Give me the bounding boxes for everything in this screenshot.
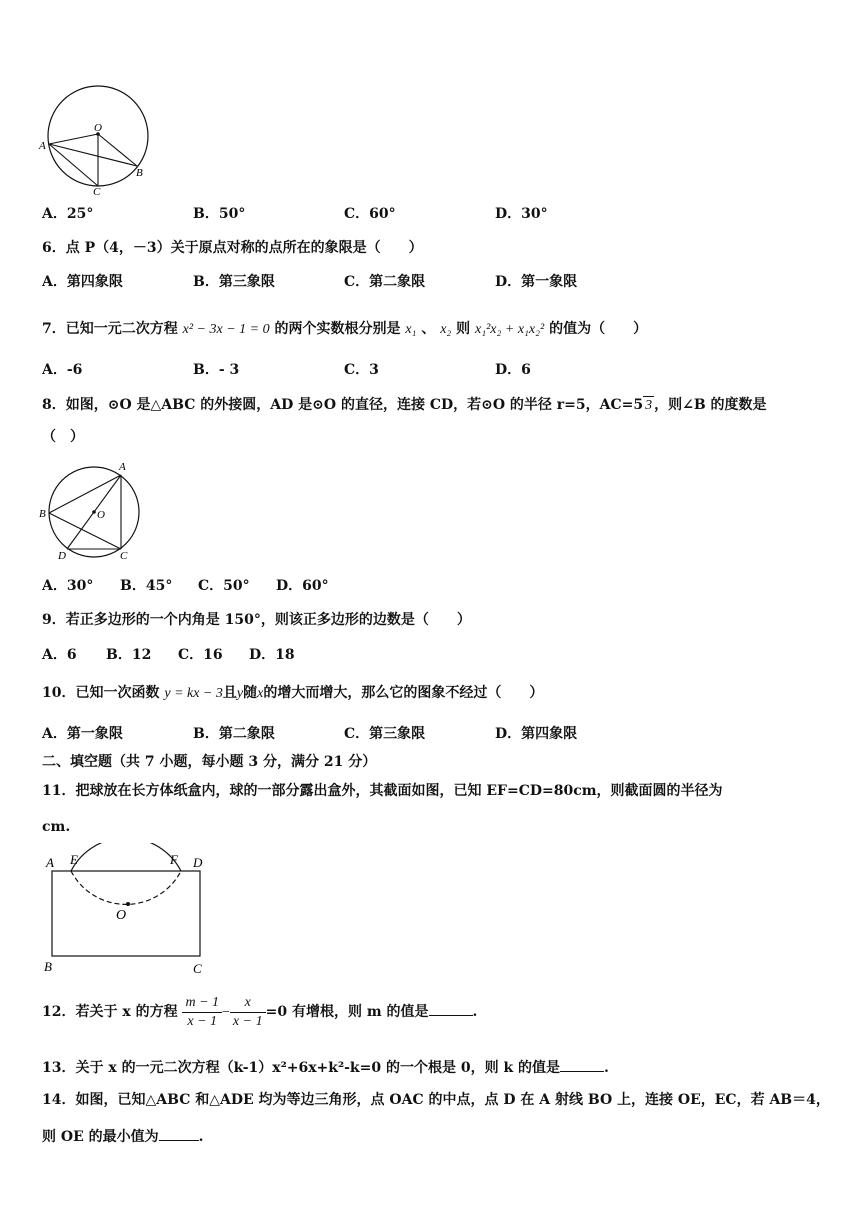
center-dot: [92, 510, 96, 514]
q11-text-line1: 11．把球放在长方体纸盒内，球的一部分露出盒外，其截面如图，已知 EF=CD=80cm，则截面圆的半径为: [42, 783, 723, 799]
q12-suffix: =0 有增根，则 m 的值是: [265, 1004, 429, 1020]
q12-text: [42, 992, 477, 1032]
q9-option-a: A．6: [42, 647, 77, 663]
q7-middle: 的两个实数根分别是: [274, 321, 401, 337]
q6-option-c: C．第二象限: [344, 274, 426, 290]
q12-frac1-denominator: x − 1: [187, 1013, 218, 1029]
label-c: C: [193, 961, 202, 976]
q7-root1: x₁: [405, 322, 417, 337]
q5-option-c: C．60°: [344, 206, 396, 222]
q13-text: [42, 1057, 609, 1077]
q7-expression: x₁²x₂ + x₁x₂²: [475, 322, 545, 337]
q10-suffix: 的增大而增大，那么它的图象不经过（ ）: [263, 685, 544, 701]
q8-option-a: A．30°: [42, 578, 94, 594]
q7-text: [42, 320, 647, 339]
label-a: A: [119, 461, 126, 473]
label-d: D: [193, 855, 203, 870]
q14-text-line1: 14．如图，已知△ABC 和△ADE 均为等边三角形，点 OAC 的中点，点 D 在 A 射线 BO 上，连接 OE，EC，若 AB＝4，: [42, 1092, 830, 1108]
q8-line1-a: 8．如图，⊙O 是△ABC 的外接圆，AD 是⊙O 的直径，连接 CD，若⊙O 的半径 r=5，AC=5: [42, 397, 644, 413]
q8-option-b: B．45°: [120, 578, 173, 594]
q14-answer-blank[interactable]: [159, 1126, 199, 1141]
q10-func: y = kx − 3: [164, 686, 223, 701]
section-fill-blank-heading: 二、填空题（共 7 小题，每小题 3 分，满分 21 分）: [42, 754, 377, 770]
q6-option-a: A．第四象限: [42, 274, 123, 290]
q14-end: .: [198, 1129, 204, 1145]
q10-option-c: C．第三象限: [344, 726, 426, 742]
q10-option-d: D．第四象限: [495, 726, 578, 742]
label-c: C: [120, 550, 128, 562]
label-f: F: [170, 852, 178, 867]
q5-circle-figure: [36, 82, 156, 198]
q7-suffix: 的值为（ ）: [549, 321, 648, 337]
label-a: A: [46, 855, 54, 870]
q10-option-a: A．第一象限: [42, 726, 123, 742]
q10-x: x: [257, 686, 264, 701]
q7-option-b: B．- 3: [193, 362, 240, 378]
q9-text: 9．若正多边形的一个内角是 150°，则该正多边形的边数是（ ）: [42, 612, 471, 628]
q10-with: 随: [243, 685, 258, 701]
q6-text: 6．点 P（4，－3）关于原点对称的点所在的象限是（ ）: [42, 240, 423, 256]
segment-bc: [49, 513, 121, 549]
q7-option-c: C．3: [344, 362, 379, 378]
q8-option-d: D．60°: [276, 578, 329, 594]
label-b: B: [39, 508, 46, 520]
q6-option-d: D．第一象限: [495, 274, 578, 290]
label-a: A: [39, 140, 46, 152]
q9-option-d: D．18: [249, 647, 295, 663]
q10-text: [42, 684, 543, 703]
q7-prefix: 7．已知一元二次方程: [42, 321, 178, 337]
q12-fraction-2: [230, 994, 266, 1031]
q6-option-b: B．第三象限: [193, 274, 275, 290]
q12-prefix: 12．若关于 x 的方程: [42, 1004, 178, 1020]
ball-arc-inside: [71, 871, 181, 904]
q12-frac2-denominator: x − 1: [232, 1013, 263, 1029]
q13-answer-blank[interactable]: [560, 1057, 604, 1072]
q13-body: 13．关于 x 的一元二次方程（k-1）x²+6x+k²-k=0 的一个根是 0，则 k 的值是: [42, 1060, 561, 1076]
segment-ab: [49, 475, 121, 513]
q10-and: 且: [222, 685, 237, 701]
label-o: O: [116, 908, 127, 923]
q13-end: .: [604, 1060, 609, 1076]
label-o: O: [97, 509, 105, 521]
q11-box-ball-figure: [40, 843, 212, 979]
q9-option-b: B．12: [106, 647, 152, 663]
q12-frac2-numerator: x: [230, 994, 266, 1013]
q9-option-c: C．16: [178, 647, 223, 663]
q8-sqrt: 3: [645, 398, 653, 413]
q7-option-d: D．6: [495, 362, 531, 378]
q7-option-a: A．-6: [42, 362, 83, 378]
center-dot: [126, 902, 130, 906]
q10-option-b: B．第二象限: [193, 726, 275, 742]
q8-text-line1: [42, 396, 767, 415]
label-b: B: [136, 167, 143, 179]
q8-line1-b: ，则∠B 的度数是: [654, 397, 767, 413]
q12-answer-blank[interactable]: [429, 1001, 473, 1016]
q8-circle-figure: [36, 458, 148, 562]
q8-option-c: C．50°: [198, 578, 250, 594]
label-d: D: [58, 550, 66, 562]
q12-fraction-1: [182, 994, 222, 1031]
q10-y: y: [236, 686, 244, 701]
q11-text-line2: cm.: [42, 819, 71, 835]
q12-end: .: [472, 1004, 478, 1020]
q7-equation: x² − 3x − 1 = 0: [182, 322, 270, 337]
q14-text-line2: [42, 1126, 204, 1146]
label-b: B: [44, 959, 52, 974]
segment-oa: [49, 134, 98, 144]
q5-option-a: A．25°: [42, 206, 94, 222]
ball-arc-outside: [71, 843, 181, 871]
q7-root2: x₂: [440, 322, 452, 337]
q5-option-b: B．50°: [193, 206, 246, 222]
q8-text-line2: （ ）: [42, 429, 84, 445]
q5-option-d: D．30°: [495, 206, 548, 222]
q7-then: 则: [456, 321, 471, 337]
label-e: E: [70, 852, 78, 867]
label-c: C: [93, 186, 101, 198]
q7-sep: 、: [421, 321, 436, 337]
label-o: O: [94, 122, 102, 134]
q12-minus: −: [222, 1005, 230, 1020]
q12-frac1-numerator: m − 1: [182, 994, 222, 1013]
q10-prefix: 10．已知一次函数: [42, 685, 160, 701]
q14-line2-body: 则 OE 的最小值为: [42, 1129, 159, 1145]
